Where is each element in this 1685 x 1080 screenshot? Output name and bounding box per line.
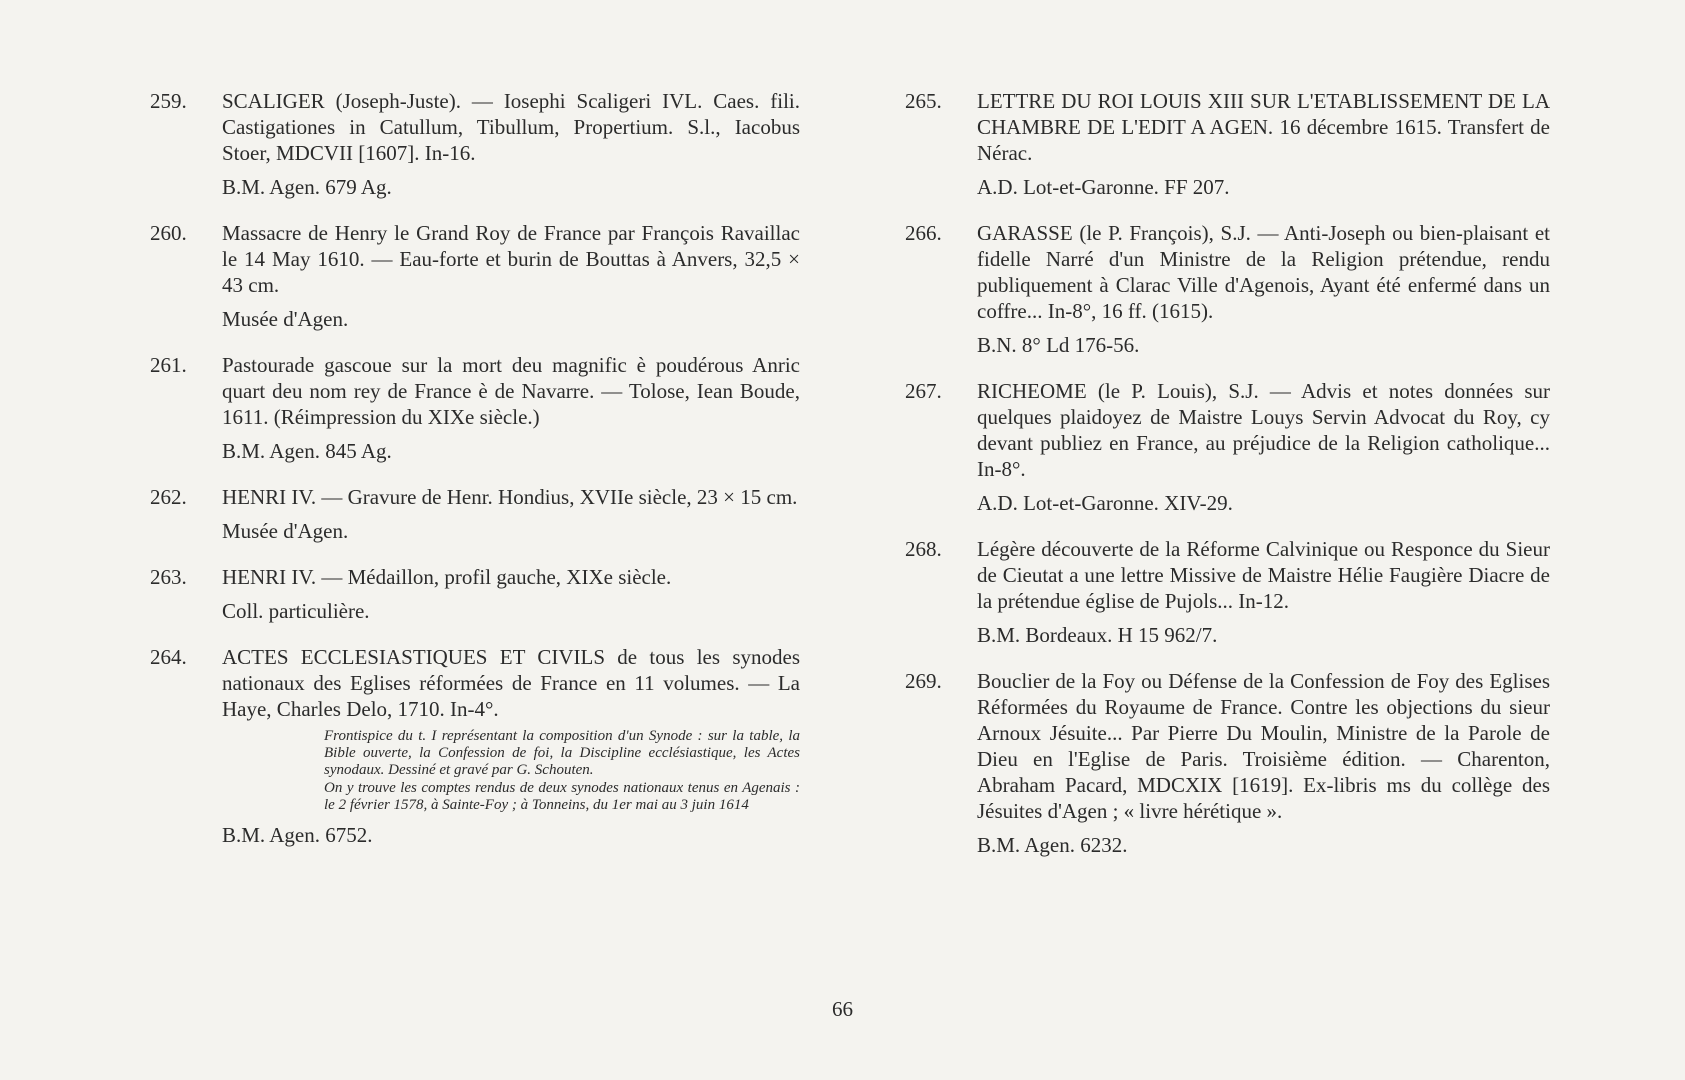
entry-number: 266. (905, 221, 942, 245)
entry-number: 267. (905, 379, 942, 403)
catalogue-entry-263 (150, 564, 800, 624)
entry-note-paragraph: Frontispice du t. I représentant la composition d'un Synode : sur la table, la Bible ouverte, la Confession de foi, la Discipline ecclésiastique, les Actes synodaux. Dessiné et gravé par G. Schouten. (324, 728, 800, 778)
entry-location: B.M. Agen. 845 Ag. (222, 439, 392, 463)
entry-location: A.D. Lot-et-Garonne. XIV-29. (977, 491, 1233, 515)
right-column (905, 88, 1550, 878)
catalogue-entry-261 (150, 352, 800, 464)
entry-location: A.D. Lot-et-Garonne. FF 207. (977, 175, 1230, 199)
entry-location: B.M. Agen. 6752. (222, 823, 373, 847)
page-number: 66 (832, 997, 853, 1021)
entry-description: Massacre de Henry le Grand Roy de France par François Ravaillac le 14 May 1610. — Eau-forte et burin de Bouttas à Anvers, 32,5 × 43 cm. (222, 221, 800, 297)
entry-location: Musée d'Agen. (222, 519, 349, 543)
catalogue-entry-266 (905, 220, 1550, 358)
entry-number: 261. (150, 353, 187, 377)
entry-location: B.M. Bordeaux. H 15 962/7. (977, 623, 1218, 647)
catalogue-entry-262 (150, 484, 800, 544)
entry-description: Pastourade gascoue sur la mort deu magnific è poudérous Anric quart deu nom rey de France è de Navarre. — Tolose, Iean Boude, 1611. (Réimpression du XIXe siècle.) (222, 353, 800, 429)
entry-location: Musée d'Agen. (222, 307, 349, 331)
catalogue-entry-269 (905, 668, 1550, 858)
entry-note-paragraph: On y trouve les comptes rendus de deux synodes nationaux tenus en Agenais : le 2 février 1578, à Sainte-Foy ; à Tonneins, du 1er mai au 3 juin 1614 (324, 780, 800, 813)
entry-location: Coll. particulière. (222, 599, 370, 623)
left-column (150, 88, 800, 868)
entry-description: HENRI IV. — Gravure de Henr. Hondius, XVIIe siècle, 23 × 15 cm. (222, 485, 798, 509)
entry-description: GARASSE (le P. François), S.J. — Anti-Joseph ou bien-plaisant et fidelle Narré d'un Ministre de la Religion prétendue, rendu publiquement à Clarac Ville d'Agenois, Ayant été enfermé dans un coffre... In-8°, 16 ff. (1615). (977, 221, 1550, 323)
entry-number: 265. (905, 89, 942, 113)
entry-description: ACTES ECCLESIASTIQUES ET CIVILS de tous les synodes nationaux des Eglises réformées de France en 11 volumes. — La Haye, Charles Delo, 1710. In-4°. (222, 645, 800, 721)
entry-description: Légère découverte de la Réforme Calvinique ou Responce du Sieur de Cieutat a une lettre Missive de Maistre Hélie Faugière Diacre de la prétendue église de Pujols... In-12. (977, 537, 1550, 613)
catalogue-entry-264 (150, 644, 800, 848)
entry-description: Bouclier de la Foy ou Défense de la Confession de Foy des Eglises Réformées du Royaume de France. Contre les objections du sieur Arnoux Jésuite... Par Pierre Du Moulin, Ministre de la Parole de Dieu en l'Eglise de Paris. Troisième édition. — Charenton, Abraham Pacard, MDCXIX [1619]. Ex-libris ms du collège des Jésuites d'Agen ; « livre hérétique ». (977, 669, 1550, 823)
catalogue-entry-265 (905, 88, 1550, 200)
entry-number: 263. (150, 565, 187, 589)
entry-number: 269. (905, 669, 942, 693)
entry-location: B.N. 8° Ld 176-56. (977, 333, 1140, 357)
entry-number: 260. (150, 221, 187, 245)
entry-number: 262. (150, 485, 187, 509)
entry-number: 259. (150, 89, 187, 113)
entry-description: RICHEOME (le P. Louis), S.J. — Advis et notes données sur quelques plaidoyez de Maistre Louys Servin Advocat du Roy, cy devant publiez en France, au préjudice de la Religion catholique... In-8°. (977, 379, 1550, 481)
entry-number: 268. (905, 537, 942, 561)
entry-description: SCALIGER (Joseph-Juste). — Iosephi Scaligeri IVL. Caes. fili. Castigationes in Catullum, Tibullum, Propertium. S.l., Iacobus Stoer, MDCVII [1607]. In-16. (222, 89, 800, 165)
entry-description: LETTRE DU ROI LOUIS XIII SUR L'ETABLISSEMENT DE LA CHAMBRE DE L'EDIT A AGEN. 16 décembre 1615. Transfert de Nérac. (977, 89, 1550, 165)
catalogue-entry-267 (905, 378, 1550, 516)
entry-description: HENRI IV. — Médaillon, profil gauche, XIXe siècle. (222, 565, 672, 589)
entry-location: B.M. Agen. 6232. (977, 833, 1128, 857)
catalogue-entry-260 (150, 220, 800, 332)
catalogue-entry-268 (905, 536, 1550, 648)
catalogue-entry-259 (150, 88, 800, 200)
entry-note (324, 728, 800, 814)
entry-location: B.M. Agen. 679 Ag. (222, 175, 392, 199)
entry-number: 264. (150, 645, 187, 669)
